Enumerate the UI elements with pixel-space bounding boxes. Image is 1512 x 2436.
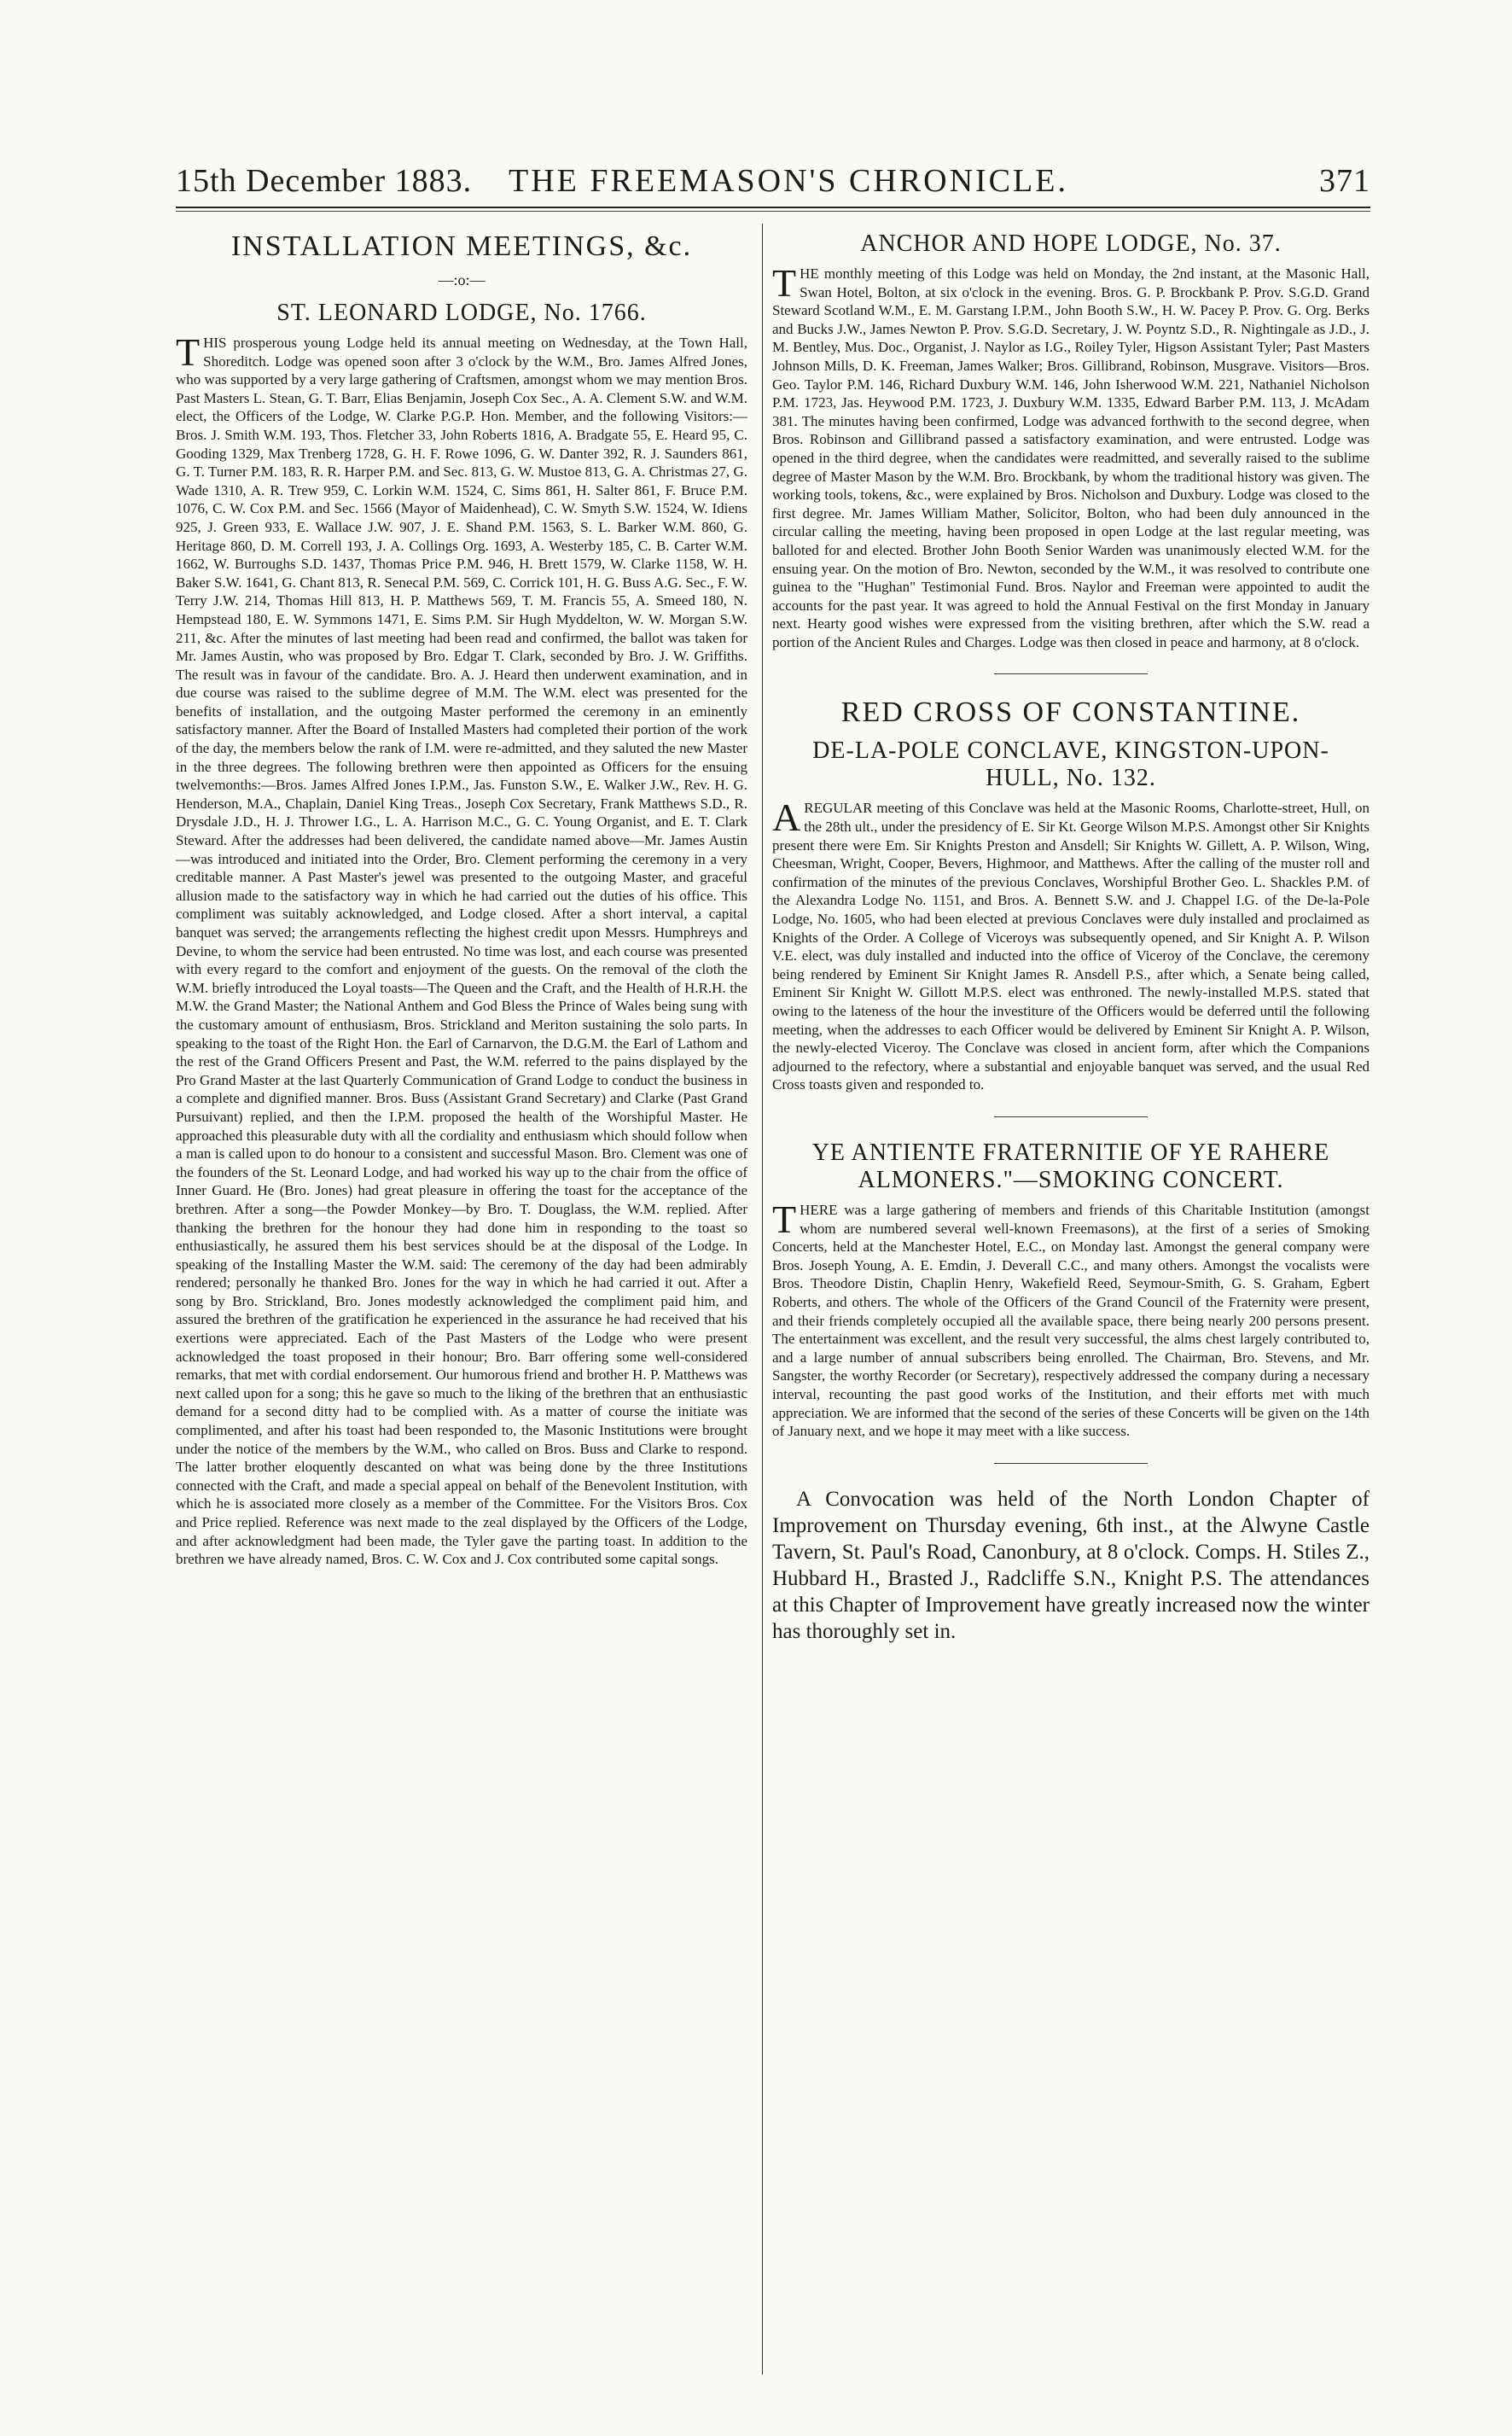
issue-date: 15th December 1883. bbox=[176, 163, 473, 199]
st-leonard-article bbox=[176, 330, 747, 1569]
red-cross-heading: RED CROSS OF CONSTANTINE. bbox=[840, 696, 1301, 729]
anchor-hope-heading: ANCHOR AND HOPE LODGE, No. 37. bbox=[860, 230, 1282, 257]
section-rule bbox=[994, 1116, 1148, 1117]
anchor-hope-article bbox=[772, 261, 1370, 651]
article-text: HE monthly meeting of this Lodge was held on Monday, the 2nd instant, at the Masonic Hall, Swan Hotel, Bolton, at six o'clock in the evening. Bros. G. P. Brockbank P. Prov. S.G.D. Grand Steward Scotland W.M., E. M. Garstang I.P.M., John Booth S.W., H. W. Pacey P. Prov. G. Org. Berks and Bucks J.W., James Newton P. Prov. S.G.D. Secretary, J. W. Poyntz S.D., R. Nightingale as J.D., J. M. Bentley, Mus. Doc., Organist, J. Naylor as I.G., Roiley Tyler, Higson Assistant Tyler; Past Masters Johnson Mills, D. K. Freeman, James Walker; Bros. Gillibrand, Robinson, Musgrave. Visitors—Bros. Geo. Taylor P.M. 146, Richard Duxbury W.M. 146, John Isherwood W.M. 221, Nathaniel Nicholson P.M. 1723, Jas. Heywood P.M. 1723, J. Duxbury W.M. 1335, Edward Barber P.M. 113, J. McAdam 381. The minutes having been confirmed, Lodge was advanced forthwith to the second degree, when Bros. Robinson and Gillibrand passed a satisfactory examination, and were entrusted. Lodge was opened in the third degree, when the candidates were readmitted, and severally raised to the sublime degree of Master Mason by the W.M. Bro. Brockbank, by whom the traditional history was given. The working tools, tokens, &c., were explained by Bros. Nicholson and Duxbury. Lodge was closed to the first degree. Mr. James William Mather, Solicitor, Bolton, who had been duly announced in the circular calling the meeting, having been proposed in open Lodge at the last regular meeting, was balloted for and elected. Brother John Booth Senior Warden was unanimously elected W.M. for the ensuing year. On the motion of Bro. Newton, seconded by the W.M., it was resolved to contribute one guinea to the "Hughan" Testimonial Fund. Bros. Naylor and Freeman were appointed to audit the accounts for the past year. It was agreed to hold the Annual Festival on the first Monday in January next. Hearty good wishes were expressed from the visiting brethren, after which the S.W. read a portion of the Ancient Rules and Charges. Lodge was then closed in peace and harmony, at 8 o'clock. bbox=[772, 265, 1370, 650]
right-column bbox=[772, 230, 1370, 1645]
publication-title: THE FREEMASON'S CHRONICLE. bbox=[509, 163, 1068, 199]
de-la-pole-heading-line1: DE-LA-POLE CONCLAVE, KINGSTON-UPON- bbox=[812, 737, 1329, 765]
dropcap: T bbox=[772, 261, 797, 305]
section-rule bbox=[994, 673, 1148, 674]
ornament-divider: —:o:— bbox=[438, 271, 486, 288]
page-number: 371 bbox=[1319, 163, 1370, 199]
de-la-pole-heading-line2: HULL, No. 132. bbox=[986, 765, 1156, 792]
masthead bbox=[176, 162, 1370, 201]
masthead-rule-thin bbox=[176, 211, 1370, 212]
left-column bbox=[176, 230, 747, 1569]
st-leonard-heading: ST. LEONARD LODGE, No. 1766. bbox=[276, 300, 647, 326]
dropcap: T bbox=[772, 1197, 797, 1241]
section-rule bbox=[994, 1463, 1148, 1464]
installation-heading: INSTALLATION MEETINGS, &c. bbox=[230, 230, 693, 262]
masthead-rule bbox=[176, 207, 1370, 208]
column-divider bbox=[762, 224, 763, 2375]
convocation-notice: A Convocation was held of the North London Chapter of Improvement on Thursday evening, 6th inst., at the Alwyne Castle Tavern, St. Paul's Road, Canonbury, at 8 o'clock. Comps. H. Stiles Z., Hubbard H., Brasted J., Radcliffe S.N., Knight P.S. The attendances at this Chapter of Improvement have greatly increased now the winter has thoroughly set in. bbox=[772, 1487, 1370, 1643]
article-text: REGULAR meeting of this Conclave was held at the Masonic Rooms, Charlotte-street, Hull, on the 28th ult., under the presidency of E. Sir Kt. George Wilson M.P.S. Amongst other Sir Knights present there were Em. Sir Knights Preston and Ansdell; Sir Knights W. Gillett, A. P. Wilson, Wing, Cheesman, Wright, Cooper, Bevers, Highmoor, and Matthews. After the calling of the muster roll and confirmation of the minutes of the previous Conclaves, Worshipful Brother Geo. L. Shackles P.M. of the Alexandra Lodge No. 1151, and Bros. A. Bennett S.W. and J. Chappel I.G. of the De-la-Pole Lodge, No. 1605, who had been elected at previous Conclaves were duly installed and proclaimed as Knights of the Order. A College of Viceroys was subsequently opened, and Sir Knight A. P. Wilson V.E. elect, was duly installed and inducted into the office of Viceroy of the Conclave, the ceremony being rendered by Eminent Sir Knight James R. Ansdell P.S., after which, a Senate being called, Eminent Sir Knight W. Gillott M.P.S. elect was enthroned. The newly-installed M.P.S. stated that owing to the lateness of the hour the investiture of the Officers would be deferred until the following meeting, when the addresses to each Officer would be delivered by Eminent Sir Knight A. P. Wilson, the newly-elected Viceroy. The Conclave was closed in ancient form, after which the Companions adjourned to the refectory, where a substantial and enjoyable banquet was served, and the usual Red Cross toasts given and responded to. bbox=[772, 800, 1370, 1093]
article-text: HIS prosperous young Lodge held its annual meeting on Wednesday, at the Town Hall, Shoreditch. Lodge was opened soon after 3 o'clock by the W.M., Bro. James Alfred Jones, who was supported by a very large gathering of Craftsmen, amongst whom we may mention Bros. Past Masters L. Stean, G. T. Barr, Elias Benjamin, Joseph Cox Sec., A. A. Clement S.W. and W.M. elect, the Officers of the Lodge, W. Clarke P.G.P. Hon. Member, and the following Visitors:—Bros. J. Smith W.M. 193, Thos. Fletcher 33, John Roberts 1816, A. Bradgate 55, E. Heard 95, C. Gooding 1329, Max Trenberg 1728, G. H. F. Rowe 1096, G. W. Danter 392, R. J. Saunders 861, G. T. Turner P.M. 183, R. R. Harper P.M. and Sec. 813, G. W. Mustoe 813, G. A. Christmas 27, G. Wade 1310, A. R. Trew 959, C. Lorkin W.M. 1524, C. Sims 861, H. Salter 861, F. Bruce P.M. 1076, C. W. Cox P.M. and Sec. 1566 (Mayor of Maidenhead), C. W. Smyth S.W. 1524, W. Idiens 925, J. Green 933, E. Wallace J.W. 907, J. E. Shand P.M. 1563, S. L. Barker W.M. 860, G. Heritage 860, D. M. Correll 193, J. A. Collings Org. 1693, A. Westerby 185, C. B. Carter W.M. 1662, W. Burroughs S.D. 1437, Thomas Price P.M. 946, H. Brett 1579, W. Clarke 1158, W. H. Baker S.W. 1641, G. Chant 813, R. Senecal P.M. 569, C. Corrick 101, H. G. Buss A.G. Sec., F. W. Terry J.W. 214, Thomas Hill 813, H. P. Matthews 569, T. M. Francis 55, A. Smeed 180, N. Hempstead 180, E. W. Symmons 1471, E. Sims P.M. Sir Hugh Myddelton, W. W. Morgan S.W. 211, &c. After the minutes of last meeting had been read and confirmed, the ballot was taken for Mr. James Austin, who was proposed by Bro. Edgar T. Clark, seconded by Bro. J. W. Griffiths. The result was in favour of the candidate. Bro. A. J. Heard then underwent examination, and in due course was raised to the sublime degree of M.M. The W.M. elect was presented for the benefits of installation, and the outgoing Master performed the ceremony in an eminently satisfactory manner. After the Board of Installed Masters had completed their portion of the work of the day, the members below the rank of I.M. were re-admitted, and they saluted the new Master in the three degrees. The following brethren were then appointed as Officers for the ensuing twelvemonths:—Bros. James Alfred Jones I.P.M., Jas. Funston S.W., E. Walker J.W., Rev. H. G. Henderson, M.A., Chaplain, Daniel King Treas., Joseph Cox Secretary, Frank Matthews S.D., R. Drysdale J.D., H. J. Thrower I.G., L. A. Harrison M.C., G. C. Young Organist, and E. T. Clark Steward. After the addresses had been delivered, the candidate named above—Mr. James Austin—was introduced and initiated into the Order, Bro. Clement performing the ceremony in a very creditable manner. A Past Master's jewel was presented to the outgoing Master, and graceful allusion made to the satisfactory way in which he had carried out the duties of his office. This compliment was suitably acknowledged, and Lodge closed. After a short interval, a capital banquet was served; the arrangements reflecting the highest credit upon Messrs. Humphreys and Devine, to whom the service had been entrusted. No time was lost, and each course was presented with every regard to the comfort and enjoyment of the guests. On the removal of the cloth the W.M. briefly introduced the Loyal toasts—The Queen and the Craft, and the Health of H.R.H. the M.W. the Grand Master; the National Anthem and God Bless the Prince of Wales being sung with the customary amount of enthusiasm, Bros. Strickland and Meriton sustaining the solo parts. In speaking to the toast of the Right Hon. the Earl of Carnarvon, the D.G.M. the Earl of Lathom and the rest of the Grand Officers Present and Past, the W.M. referred to the pains displayed by the Pro Grand Master at the last Quarterly Communication of Grand Lodge to conduct the business in a complete and dignified manner. Bros. Buss (Assistant Grand Secretary) and Clarke (Past Grand Pursuivant) replied, and then the I.P.M. proposed the health of the Worshipful Master. He approached this pleasurable duty with all the cordiality and enthusiasm which should follow when a man is called upon to do honour to a consistent and successful Mason. Bro. Clement was one of the founders of the St. Leonard Lodge, and had worked his way up to the chair from the office of Inner Guard. He (Bro. Jones) had great pleasure in offering the toast for the acceptance of the brethren. After a song—the Powder Monkey—by Bro. T. Douglass, the W.M. replied. After thanking the brethren for the honour they had done him in responding to the toast so enthusiastically, he assured them his best services should be at the disposal of the Lodge. In speaking of the Installing Master the W.M. said: The ceremony of the day had been admirably rendered; personally he thanked Bro. Jones for the way in which he had carried it out. After a song by Bro. Strickland, Bro. Jones modestly acknowledged the compliment paid him, and assured the brethren of the gratification he experienced in the assurance he had received that his exertions were appreciated. Each of the Past Masters of the Lodge who were present acknowledged the toast proposed in their honour; Bro. Barr offering some well-considered remarks, that met with cordial endorsement. Our humorous friend and brother H. P. Matthews was next called upon for a song; this he gave so much to the liking of the brethren that an enthusiastic demand for a second ditty had to be complied with. As a matter of course the initiate was complimented, and after his toast had been responded to, the Masonic Institutions were brought under the notice of the members by the W.M., who called on Bros. Buss and Clarke to respond. The latter brother eloquently descanted on what was being done by the three Institutions connected with the Craft, and made a special appeal on behalf of the Benevolent Institution, with which he is associated more closely as a member of the Committee. For the Visitors Bros. Cox and Price replied. Reference was next made to the zeal displayed by the Officers of the Lodge, and after acknowledgment had been made, the Tyler gave the parting toast. In addition to the brethren we have already named, Bros. C. W. Cox and J. Cox contributed some capital songs. bbox=[176, 335, 747, 1568]
rahere-heading-line2: ALMONERS."—SMOKING CONCERT. bbox=[858, 1166, 1284, 1193]
article-text: HERE was a large gathering of members and friends of this Charitable Institution (amongst whom are numbered several well-known Freemasons), at the first of a series of Smoking Concerts, held at the Manchester Hotel, E.C., on Monday last. Amongst the general company were Bros. Joseph Young, A. E. Emdin, J. Deverall C.C., and many others. Amongst the vocalists were Bros. Theodore Distin, Chaplin Henry, Wakefield Reed, Seymour-Smith, G. S. Graham, Egbert Roberts, and others. The whole of the Officers of the Grand Council of the Fraternity were present, and their friends completely occupied all the available space, there being nearly 200 persons present. The entertainment was excellent, and the result very successful, the alms chest largely contributed to, and a large number of annual subscribers being enrolled. The Chairman, Bro. Stevens, and Mr. Sangster, the worthy Recorder (or Secretary), respectively addressed the company during a necessary interval, recounting the past good works of the Institution, and their efforts met with much appreciation. We are informed that the second of the series of these Concerts will be given on the 14th of January next, and we hope it may meet with a like success. bbox=[772, 1201, 1370, 1440]
rahere-heading-line1: YE ANTIENTE FRATERNITIE OF YE RAHERE bbox=[811, 1139, 1330, 1166]
rahere-article bbox=[772, 1197, 1370, 1441]
dropcap: T bbox=[176, 330, 201, 374]
red-cross-article bbox=[772, 795, 1370, 1094]
dropcap: A bbox=[772, 795, 801, 840]
